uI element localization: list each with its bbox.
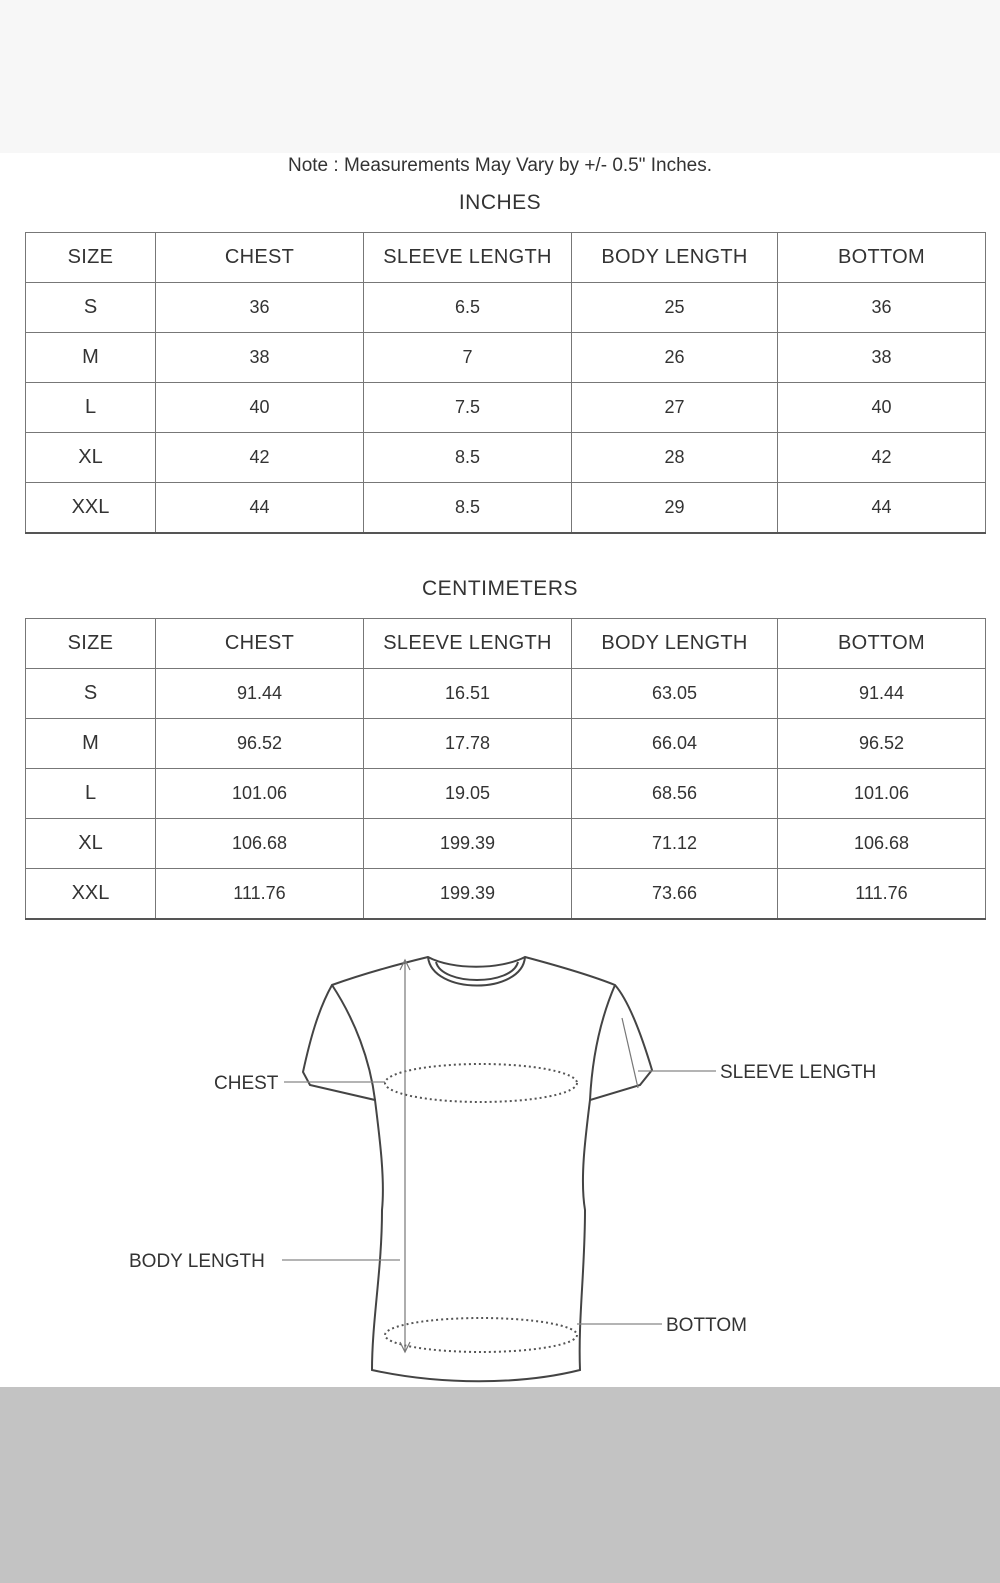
sleeve-length-cell: 199.39 — [364, 869, 572, 920]
chest-cell: 36 — [156, 283, 364, 333]
header-bottom: BOTTOM — [778, 619, 986, 669]
centimeters-heading: CENTIMETERS — [421, 577, 578, 600]
sleeve-length-cell: 16.51 — [364, 669, 572, 719]
size-cell: XL — [26, 433, 156, 483]
header-chest: CHEST — [156, 619, 364, 669]
chest-cell: 40 — [156, 383, 364, 433]
header-sleeve-length: SLEEVE LENGTH — [364, 619, 572, 669]
table-row — [26, 719, 986, 769]
size-cell: S — [26, 669, 156, 719]
body-length-cell: 63.05 — [572, 669, 778, 719]
bottom-cell: 36 — [778, 283, 986, 333]
bottom-cell: 91.44 — [778, 669, 986, 719]
chest-cell: 38 — [156, 333, 364, 383]
inches-size-table — [25, 232, 986, 534]
header-body-length: BODY LENGTH — [572, 619, 778, 669]
table-row — [26, 483, 986, 534]
header-size: SIZE — [26, 233, 156, 283]
table-row — [26, 769, 986, 819]
bottom-cell: 106.68 — [778, 819, 986, 869]
size-cell: L — [26, 769, 156, 819]
bottom-cell: 96.52 — [778, 719, 986, 769]
sleeve-length-label: SLEEVE LENGTH — [720, 1062, 877, 1083]
top-background-band — [0, 0, 1000, 153]
body-length-cell: 28 — [572, 433, 778, 483]
inches-heading: INCHES — [458, 191, 542, 214]
bottom-measure-ellipse — [385, 1318, 577, 1352]
bottom-cell: 42 — [778, 433, 986, 483]
sleeve-length-cell: 6.5 — [364, 283, 572, 333]
body-length-cell: 25 — [572, 283, 778, 333]
chest-cell: 106.68 — [156, 819, 364, 869]
left-sleeve-seam — [332, 985, 375, 1100]
sleeve-length-cell: 7 — [364, 333, 572, 383]
sleeve-length-cell: 8.5 — [364, 483, 572, 534]
bottom-cell: 111.76 — [778, 869, 986, 920]
size-cell: XXL — [26, 869, 156, 920]
body-length-cell: 71.12 — [572, 819, 778, 869]
bottom-label: BOTTOM — [666, 1315, 747, 1336]
body-length-cell: 73.66 — [572, 869, 778, 920]
sleeve-length-cell: 19.05 — [364, 769, 572, 819]
table-row — [26, 869, 986, 920]
sleeve-length-arrow — [622, 1018, 638, 1088]
header-sleeve-length: SLEEVE LENGTH — [364, 233, 572, 283]
sleeve-length-cell: 7.5 — [364, 383, 572, 433]
sleeve-length-cell: 199.39 — [364, 819, 572, 869]
bottom-cell: 40 — [778, 383, 986, 433]
table-row — [26, 283, 986, 333]
table-row — [26, 819, 986, 869]
bottom-background-band — [0, 1387, 1000, 1583]
centimeters-size-table — [25, 618, 986, 920]
table-header-row — [26, 233, 986, 283]
table-header-row — [26, 619, 986, 669]
table-row — [26, 383, 986, 433]
chest-cell: 91.44 — [156, 669, 364, 719]
body-length-cell: 26 — [572, 333, 778, 383]
table-row — [26, 333, 986, 383]
size-cell: M — [26, 333, 156, 383]
header-bottom: BOTTOM — [778, 233, 986, 283]
table-row — [26, 669, 986, 719]
table-row — [26, 433, 986, 483]
chest-cell: 101.06 — [156, 769, 364, 819]
sleeve-length-cell: 8.5 — [364, 433, 572, 483]
body-length-label: BODY LENGTH — [129, 1251, 265, 1272]
body-length-cell: 66.04 — [572, 719, 778, 769]
measurement-note: Note : Measurements May Vary by +/- 0.5" Inches. — [287, 155, 713, 176]
bottom-cell: 101.06 — [778, 769, 986, 819]
chest-cell: 42 — [156, 433, 364, 483]
size-cell: S — [26, 283, 156, 333]
tshirt-measurement-diagram — [0, 940, 1000, 1385]
header-size: SIZE — [26, 619, 156, 669]
size-cell: XXL — [26, 483, 156, 534]
header-body-length: BODY LENGTH — [572, 233, 778, 283]
sleeve-length-cell: 17.78 — [364, 719, 572, 769]
bottom-cell: 44 — [778, 483, 986, 534]
chest-measure-ellipse — [385, 1064, 577, 1102]
body-length-cell: 29 — [572, 483, 778, 534]
body-length-cell: 27 — [572, 383, 778, 433]
size-cell: M — [26, 719, 156, 769]
bottom-cell: 38 — [778, 333, 986, 383]
chest-label: CHEST — [214, 1073, 279, 1094]
right-sleeve-seam — [590, 985, 615, 1100]
body-length-cell: 68.56 — [572, 769, 778, 819]
chest-cell: 96.52 — [156, 719, 364, 769]
chest-cell: 44 — [156, 483, 364, 534]
chest-cell: 111.76 — [156, 869, 364, 920]
size-cell: L — [26, 383, 156, 433]
header-chest: CHEST — [156, 233, 364, 283]
size-cell: XL — [26, 819, 156, 869]
